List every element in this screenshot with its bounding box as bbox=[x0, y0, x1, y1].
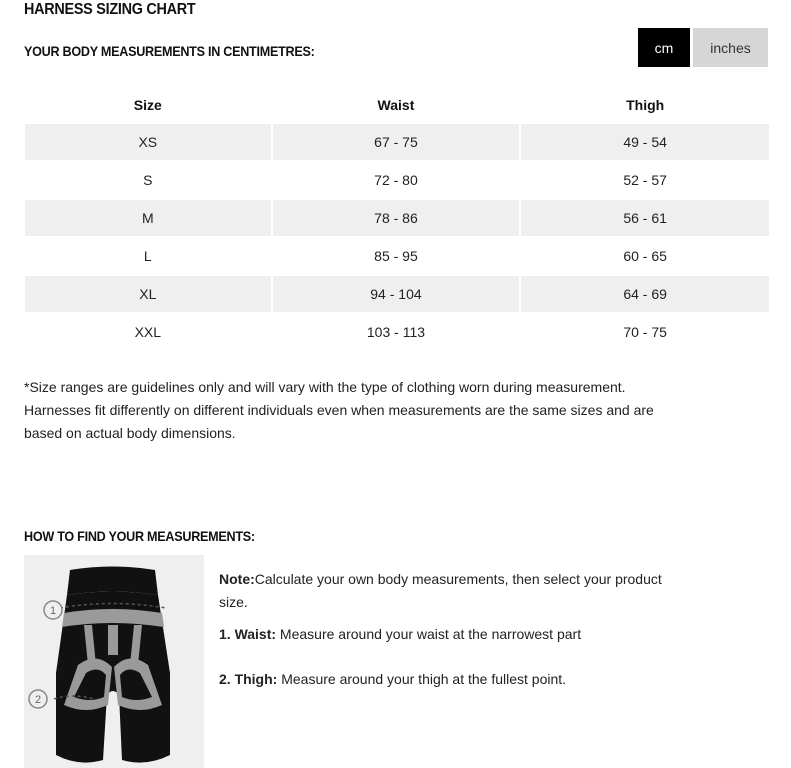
thigh-cell: 56 - 61 bbox=[521, 200, 769, 238]
waist-step-label: 1. Waist: bbox=[219, 626, 277, 642]
column-header-waist: Waist bbox=[377, 97, 415, 113]
thigh-cell: 64 - 69 bbox=[521, 276, 769, 314]
thigh-cell: 52 - 57 bbox=[521, 162, 769, 200]
waist-cell: 78 - 86 bbox=[273, 200, 520, 238]
size-cell: L bbox=[25, 238, 271, 276]
size-disclaimer: *Size ranges are guidelines only and will vary with the type of clothing worn during measurement. Harnesses fit differently on different individuals even when measurements are the same sizes and are based on actual body dimensions. bbox=[24, 379, 654, 441]
waist-cell: 72 - 80 bbox=[273, 162, 520, 200]
unit-cm-button[interactable]: cm bbox=[638, 28, 690, 67]
page-title: HARNESS SIZING CHART bbox=[24, 1, 196, 18]
thigh-cell: 60 - 65 bbox=[521, 238, 769, 276]
column-header-thigh: Thigh bbox=[626, 97, 665, 113]
measurement-instructions bbox=[219, 568, 669, 691]
table-row bbox=[25, 238, 769, 276]
table-row bbox=[25, 200, 769, 238]
size-cell: XS bbox=[25, 124, 271, 162]
unit-inches-button[interactable]: inches bbox=[693, 28, 768, 67]
howto-title: HOW TO FIND YOUR MEASUREMENTS: bbox=[24, 528, 255, 544]
column-header-size: Size bbox=[133, 97, 162, 113]
size-cell: XXL bbox=[25, 314, 271, 352]
thigh-step-label: 2. Thigh: bbox=[219, 671, 278, 687]
size-cell: S bbox=[25, 162, 271, 200]
size-cell: XL bbox=[25, 276, 271, 314]
thigh-cell: 70 - 75 bbox=[521, 314, 769, 352]
harness-measurement-illustration bbox=[24, 555, 204, 768]
size-cell: M bbox=[25, 200, 271, 238]
waist-cell: 94 - 104 bbox=[273, 276, 520, 314]
table-row bbox=[25, 124, 769, 162]
measurements-subtitle: YOUR BODY MEASUREMENTS IN CENTIMETRES: bbox=[24, 43, 315, 59]
waist-cell: 103 - 113 bbox=[273, 314, 520, 352]
note-label: Note: bbox=[219, 571, 255, 587]
waist-step bbox=[219, 623, 669, 646]
table-row bbox=[25, 314, 769, 352]
table-row bbox=[25, 162, 769, 200]
note-paragraph bbox=[219, 568, 669, 614]
marker-2-label: 2 bbox=[34, 694, 42, 706]
harness-figure-icon bbox=[24, 555, 204, 768]
thigh-cell: 49 - 54 bbox=[521, 124, 769, 162]
table-header-row bbox=[25, 86, 769, 124]
waist-cell: 85 - 95 bbox=[273, 238, 520, 276]
waist-step-text: Measure around your waist at the narrowest part bbox=[276, 626, 582, 642]
note-text: Calculate your own body measurements, then select your product size. bbox=[219, 571, 662, 610]
thigh-step bbox=[219, 668, 669, 691]
table-row bbox=[25, 276, 769, 314]
thigh-step-text: Measure around your thigh at the fullest point. bbox=[277, 671, 567, 687]
waist-cell: 67 - 75 bbox=[273, 124, 520, 162]
marker-1-label: 1 bbox=[49, 605, 57, 617]
unit-toggle bbox=[638, 28, 768, 67]
size-table bbox=[23, 86, 771, 352]
